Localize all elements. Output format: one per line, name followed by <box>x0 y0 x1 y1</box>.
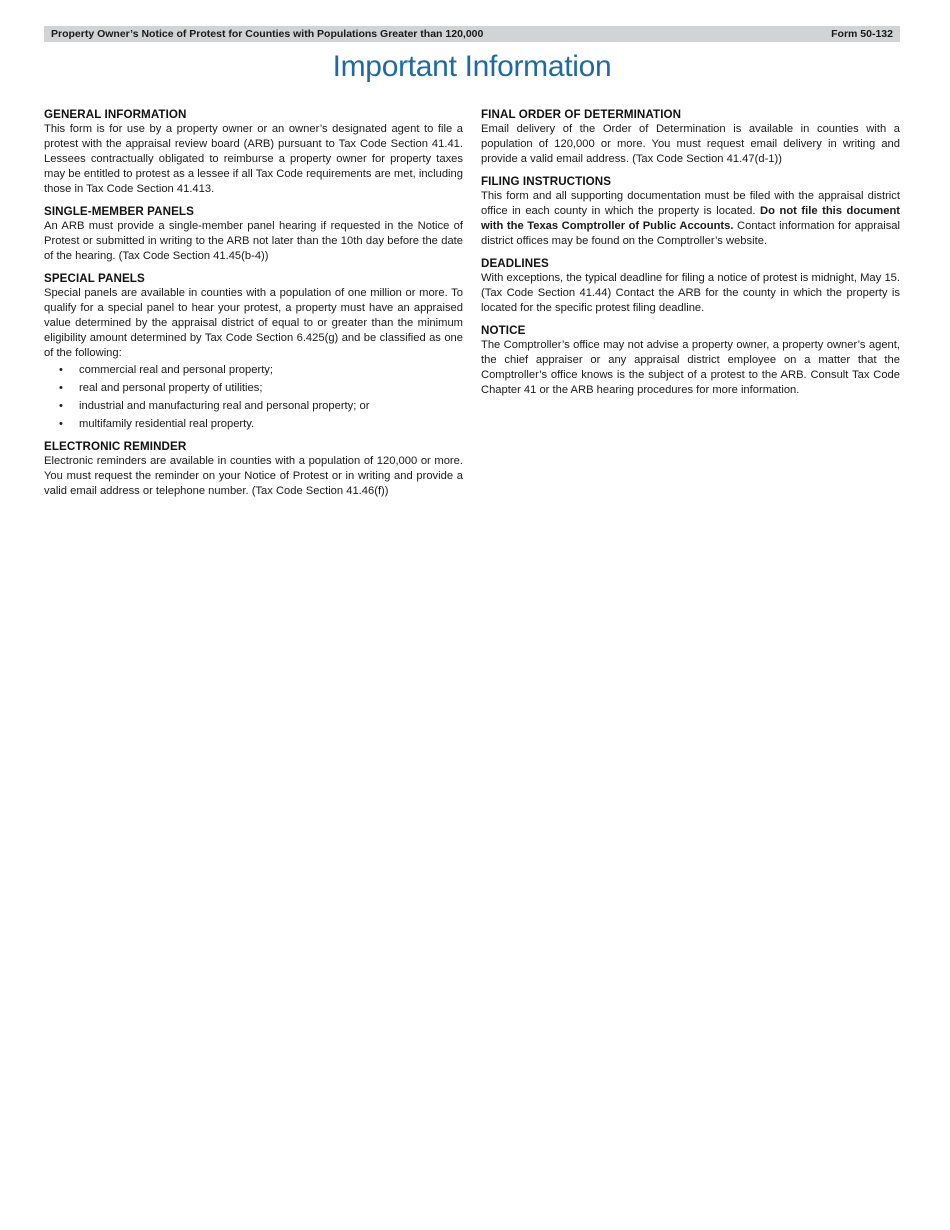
section-general-information <box>44 107 463 197</box>
list-item <box>44 399 463 414</box>
section-body: With exceptions, the typical deadline for filing a notice of protest is midnight, May 15. (Tax Code Section 41.44) Contact the ARB for the county in which the property is located for the specific protest filing deadline. <box>481 272 900 314</box>
section-body: Email delivery of the Order of Determination is available in counties with a population of 120,000 or more. You must request email delivery in writing and provide a valid email address. (Tax Code Section 41.47(d-1)) <box>481 123 900 165</box>
bullet-icon: • <box>59 364 63 376</box>
form-header-bar <box>44 26 900 42</box>
section-heading: FILING INSTRUCTIONS <box>481 175 612 188</box>
section-notice <box>481 323 900 398</box>
section-heading: NOTICE <box>481 324 526 337</box>
section-body: An ARB must provide a single-member panel hearing if requested in the Notice of Protest or submitted in writing to the ARB not later than the 10th day before the date of the hearing. (Tax Code Section 41.45(b-4)) <box>44 220 463 262</box>
section-electronic-reminder <box>44 439 463 499</box>
section-special-panels <box>44 271 463 432</box>
section-heading: SPECIAL PANELS <box>44 272 145 285</box>
list-item <box>44 363 463 378</box>
filing-text-start: This form and all supporting documentation must be filed with the appraisal district office in each county in which the property is located. <box>481 190 900 217</box>
list-item-text: commercial real and personal property; <box>79 364 274 376</box>
form-number: Form 50-132 <box>831 28 893 40</box>
filing-warning: Do not file this document with the Texas Comptroller of Public Accounts. <box>481 205 900 232</box>
list-item-text: industrial and manufacturing real and personal property; or <box>79 400 370 412</box>
section-body <box>481 189 900 249</box>
list-item <box>44 417 463 432</box>
section-body: Special panels are available in counties with a population of one million or more. To qualify for a special panel to hear your protest, a property must have an appraised value determined by the appraisal district of equal to or greater than the minimum eligibility amount determined by Tax Code Section 6.425(g) and be classified as one of the following: <box>44 287 463 359</box>
section-heading: FINAL ORDER OF DETERMINATION <box>481 108 682 121</box>
bullet-list <box>44 363 463 432</box>
section-heading: SINGLE-MEMBER PANELS <box>44 205 194 218</box>
section-heading: GENERAL INFORMATION <box>44 108 187 121</box>
section-body: This form is for use by a property owner or an owner’s designated agent to file a protest with the appraisal review board (ARB) pursuant to Tax Code Section 41.41. Lessees contractually obligated to reimburse a property owner for property taxes may be entitled to protest as a lessee if all Tax Code requirements are met, including those in Tax Code Section 41.413. <box>44 123 463 195</box>
list-item <box>44 381 463 396</box>
left-column <box>44 107 463 506</box>
section-final-order <box>481 107 900 167</box>
section-single-member-panels <box>44 204 463 264</box>
section-body: Electronic reminders are available in counties with a population of 120,000 or more. You must request the reminder on your Notice of Protest or in writing and provide a valid email address or telephone number. (Tax Code Section 41.46(f)) <box>44 455 463 497</box>
filing-text-end: Contact information for appraisal district offices may be found on the Comptroller’s website. <box>481 220 900 247</box>
bullet-icon: • <box>59 418 63 430</box>
page-title: Important Information <box>332 50 612 83</box>
bullet-icon: • <box>59 382 63 394</box>
section-heading: ELECTRONIC REMINDER <box>44 440 187 453</box>
right-column <box>481 107 900 405</box>
form-title: Property Owner’s Notice of Protest for Counties with Populations Greater than 120,000 <box>51 28 484 40</box>
section-body: The Comptroller’s office may not advise a property owner, a property owner’s agent, the chief appraiser or any appraisal district employee on a matter that the Comptroller’s office knows is the subject of a protest to the ARB. Consult Tax Code Chapter 41 or the ARB hearing procedures for more information. <box>481 339 900 396</box>
list-item-text: real and personal property of utilities; <box>79 382 263 394</box>
section-filing-instructions <box>481 174 900 249</box>
section-deadlines <box>481 256 900 316</box>
bullet-icon: • <box>59 400 63 412</box>
list-item-text: multifamily residential real property. <box>79 418 255 430</box>
section-heading: DEADLINES <box>481 257 549 270</box>
